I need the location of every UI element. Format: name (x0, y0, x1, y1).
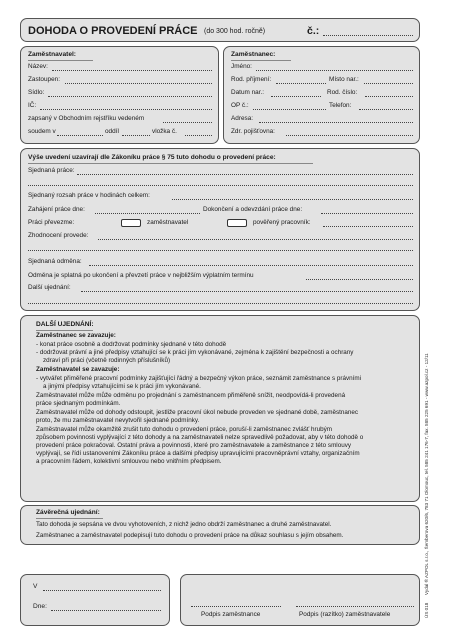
task-field-2[interactable] (28, 185, 413, 186)
registry-court-label: soudem v (28, 128, 56, 135)
first-name-label: Jméno: (231, 63, 252, 70)
employer-seat-field[interactable] (48, 96, 212, 97)
evaluator-field-2[interactable] (28, 250, 413, 251)
form-title: DOHODA O PROVEDENÍ PRÁCE (28, 25, 198, 37)
employer-panel (20, 46, 219, 144)
employer-seat-label: Sídlo: (28, 89, 45, 96)
registry-court-field[interactable] (57, 135, 103, 136)
first-name-field[interactable] (256, 70, 413, 71)
clause-3d: vyplývají, se řídí ustanoveními Zákoníku práce a dalšími předpisy upravujícími pracovněprávní vztahy, organizačním (36, 450, 360, 457)
task-label: Sjednaná práce: (28, 167, 75, 174)
birth-surname-field[interactable] (276, 83, 326, 84)
closing-line-2: Zaměstnanec a zaměstnavatel podepisují tuto dohodu o provedení práce na důkaz souhlasu s jejím obsahem. (36, 532, 344, 539)
agreements-heading: DALŠÍ UJEDNÁNÍ: (36, 321, 94, 328)
publisher-info: Vydal ® AZPOL s.r.o., Šemberova 620/6, 783 71 Olomouc, tel. 585 241 176-7, fax. 585 225 691 - www.azpol.cz - 12/11 (424, 353, 429, 595)
closing-panel (20, 505, 420, 545)
evaluator-field[interactable] (98, 239, 413, 240)
employer-duties-heading: Zaměstnavatel se zavazuje: (36, 366, 120, 373)
id-card-label: OP č.: (231, 102, 249, 109)
evaluator-label: Zhodnocení provede: (28, 232, 89, 239)
payment-note: Odměna je splatná po ukončení a převzetí práce v nejbližším výplatním termínu (28, 272, 254, 279)
employer-registry-label: zapsaný v Obchodním rejstříku vedeném (28, 115, 145, 122)
clause-2a: Zaměstnavatel může od dohody odstoupit, jestliže pracovní úkol nebude proveden ve sjednané době, zaměstnanec (36, 409, 359, 416)
phone-label: Telefon: (329, 102, 352, 109)
employer-ic-label: IČ: (28, 102, 37, 109)
registry-insert-field[interactable] (185, 135, 212, 136)
closing-heading: Závěrečná ujednání: (36, 509, 100, 516)
other-field[interactable] (81, 291, 413, 292)
agreements-panel (20, 315, 420, 502)
hours-label: Sjednaný rozsah práce v hodinách celkem: (28, 192, 150, 199)
employer-duty-1b: a jinými předpisy vztahujícími se k práci jím vykonávané. (43, 383, 201, 390)
authorized-checkbox[interactable] (227, 219, 247, 227)
address-label: Adresa: (231, 115, 254, 122)
employer-duty-1a: - vytvářet přiměřené pracovní podmínky zajišťující řádný a bezpečný výkon práce, seznámit zaměstnance s právními (36, 375, 362, 382)
employer-heading: Zaměstnavatel: (28, 51, 77, 58)
date-label: Dne: (33, 603, 47, 610)
employee-duty-2a: - dodržovat právní a jiné předpisy vztahující se k práci jím vykonávané, zejména k zajištění bezpečnosti a ochrany (36, 349, 354, 356)
employee-heading: Zaměstnanec: (231, 51, 276, 58)
employer-signature-field[interactable] (296, 606, 414, 607)
other-field-2[interactable] (28, 303, 413, 304)
employee-duty-1: - konat práce osobně a dodržovat podmínky sjednané v této dohodě (36, 341, 227, 348)
employer-rep-field[interactable] (65, 83, 212, 84)
employer-ic-field[interactable] (40, 109, 212, 110)
insurer-label: Zdr. pojišťovna: (231, 128, 275, 135)
phone-field[interactable] (359, 109, 413, 110)
end-label: Dokončení a odevzdání práce dne: (203, 206, 303, 213)
place-label: V (33, 583, 38, 590)
closing-line-1: Tato dohoda je sepsána ve dvou vyhotoveních, z nichž jedno obdrží zaměstnanec a druhé zaměstnavatel. (36, 521, 332, 528)
employer-name-label: Název: (28, 63, 48, 70)
birth-surname-label: Rod. příjmení: (231, 76, 272, 83)
clause-2b: proto, že mu zaměstnavatel nevytvořil sjednané podmínky. (36, 417, 200, 424)
form-code: ÚS 018 (424, 602, 429, 618)
employer-name-field[interactable] (52, 70, 212, 71)
id-card-field[interactable] (253, 109, 326, 110)
place-date-panel (20, 574, 170, 626)
other-label: Další ujednání: (28, 284, 71, 291)
work-panel (20, 148, 420, 311)
employee-panel (223, 46, 420, 144)
clause-3a: Zaměstnavatel může okamžitě zrušit tuto dohodu o provedení práce, poruší-li zaměstnanec zvlášť hrubým (36, 426, 333, 433)
birth-date-field[interactable] (271, 96, 321, 97)
place-field[interactable] (43, 590, 161, 591)
registry-insert-label: vložka č. (152, 128, 177, 135)
employee-duty-2b: zdraví při práci (včetně rodinných příslušníků) (43, 357, 171, 364)
takes-over-label: Práci převezme: (28, 219, 75, 226)
opt-authorized-label: pověřený pracovník: (253, 219, 311, 226)
registry-section-label: oddíl (105, 128, 119, 135)
address-field[interactable] (259, 122, 413, 123)
payment-note-field[interactable] (306, 279, 413, 280)
authorized-field[interactable] (323, 226, 413, 227)
birth-number-label: Rod. číslo: (327, 89, 358, 96)
employer-registry-field[interactable] (163, 122, 212, 123)
clause-1a: Zaměstnavatel může může odměnu po projednání s zaměstnancem přiměřeně snížit, neodpovídá-li provedená (36, 392, 346, 399)
date-field[interactable] (51, 610, 161, 611)
opt-employer-label: zaměstnavatel (147, 219, 189, 226)
work-intro: Výše uvedení uzavírají dle Zákoníku práce § 75 tuto dohodu o provedení práce: (28, 154, 276, 161)
insurer-field[interactable] (286, 135, 413, 136)
birth-place-label: Místo nar.: (329, 76, 359, 83)
employer-rep-label: Zastoupen: (28, 76, 60, 83)
signature-panel (180, 574, 420, 626)
employee-duties-heading: Zaměstnanec se zavazuje: (36, 332, 116, 339)
employer-signature-label: Podpis (razítko) zaměstnavatele (299, 611, 391, 618)
birth-number-field[interactable] (365, 96, 413, 97)
clause-3e: a pracovním řádem, kolektivní smlouvou nebo vnitřním předpisem. (36, 458, 222, 465)
clause-3c: provedení práce pokračoval. Ostatní práva a povinnosti, které pro zaměstnavatele a zaměstnance z této smlouvy (36, 442, 352, 449)
header-panel (20, 18, 420, 42)
start-field[interactable] (95, 213, 200, 214)
task-field[interactable] (77, 174, 413, 175)
employee-signature-field[interactable] (191, 606, 281, 607)
employer-checkbox[interactable] (121, 219, 141, 227)
end-field[interactable] (321, 213, 413, 214)
start-label: Zahájení práce dne: (28, 206, 85, 213)
form-subtitle: (do 300 hod. ročně) (204, 27, 266, 35)
registry-section-field[interactable] (122, 135, 150, 136)
pay-field[interactable] (89, 265, 413, 266)
pay-label: Sjednaná odměna: (28, 258, 82, 265)
employee-signature-label: Podpis zaměstnance (201, 611, 261, 618)
birth-place-field[interactable] (364, 83, 413, 84)
hours-field[interactable] (172, 199, 413, 200)
clause-1b: práce sjednaným podmínkám. (36, 400, 121, 407)
clause-3b: způsobem povinnosti vyplývající z této dohody a na zaměstnavateli nelze spravedlivě požadovat, aby v této dohodě o (36, 434, 364, 441)
form-number-label: č.: (307, 25, 320, 37)
birth-date-label: Datum nar.: (231, 89, 265, 96)
form-number-field[interactable] (323, 35, 413, 36)
